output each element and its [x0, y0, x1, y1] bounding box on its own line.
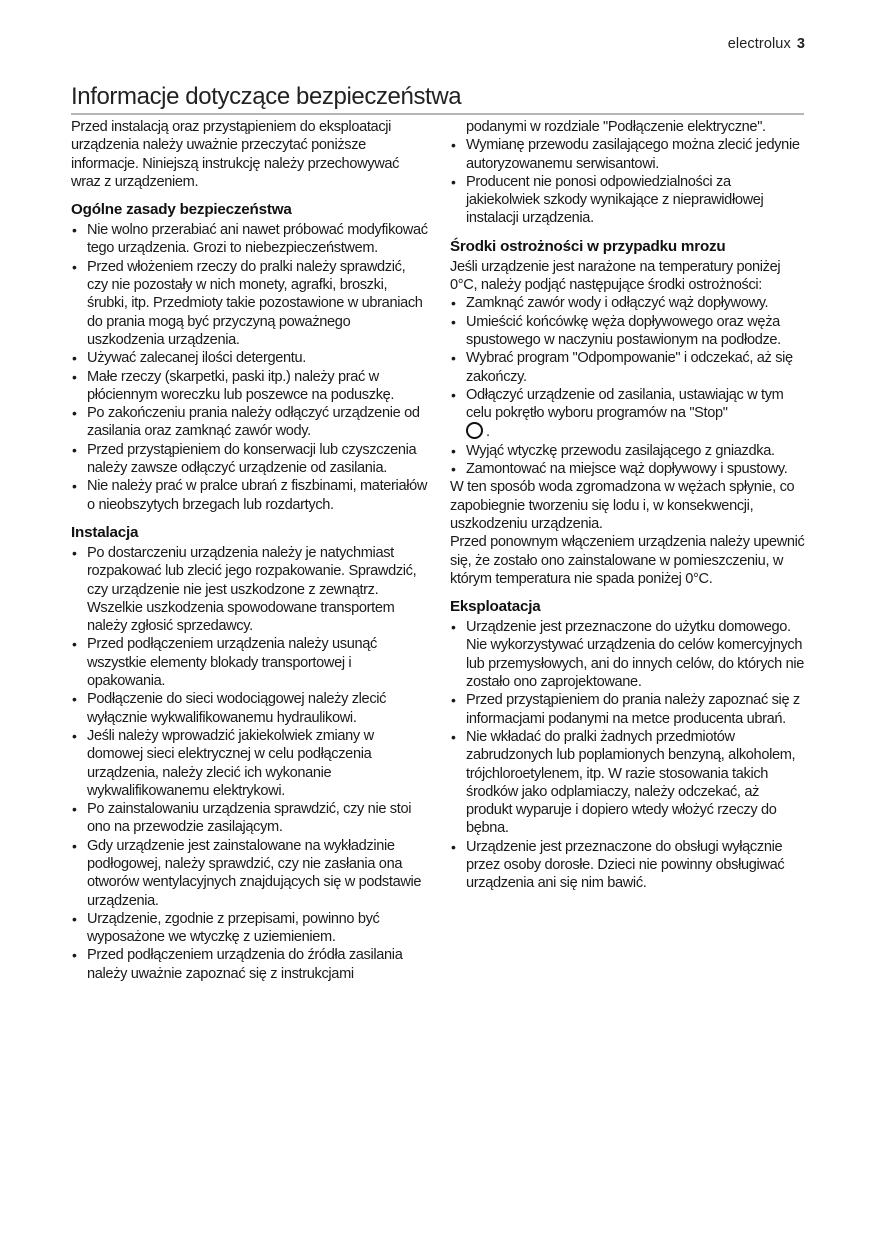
- general-safety-list: [71, 221, 428, 514]
- installation-list: [71, 544, 428, 983]
- page-number: 3: [796, 36, 805, 52]
- list-item-text: Odłączyć urządzenie od zasilania, ustawiając w tym celu pokrętło wyboru programów na "Stop": [466, 386, 784, 422]
- general-safety-heading: Ogólne zasady bezpieczeństwa: [71, 201, 292, 219]
- frost-intro: Jeśli urządzenie jest narażone na temperatury poniżej 0°C, należy podjąć następujące środki ostrożności:: [450, 258, 781, 294]
- stop-position-icon: [466, 422, 483, 439]
- list-item: • Używać zalecanej ilości detergentu.: [71, 349, 428, 367]
- list-item: • Zamontować na miejsce wąż dopływowy i spustowy.: [450, 460, 806, 478]
- list-item-continuation: podanymi w rozdziale "Podłączenie elektryczne".: [466, 119, 766, 135]
- list-item: • Urządzenie, zgodnie z przepisami, powinno być wyposażone we wtyczkę z uziemieniem.: [71, 910, 428, 947]
- stop-suffix: .: [486, 424, 490, 441]
- list-item: • Urządzenie jest przeznaczone do obsługi wyłącznie przez osoby dorosłe. Dzieci nie powinny obsługiwać urządzenia ani się nim bawić.: [450, 838, 806, 893]
- right-column: [450, 118, 806, 893]
- list-item: • Przed podłączeniem urządzenia do źródła zasilania należy uważnie zapoznać się z instrukcjami: [71, 946, 428, 983]
- list-item: • Urządzenie jest przeznaczone do użytku domowego. Nie wykorzystywać urządzenia do celów komercyjnych lub przemysłowych, ani do innych celów, do których nie zostało ono zaprojektowane.: [450, 618, 806, 691]
- list-item: • Gdy urządzenie jest zainstalowane na wykładzinie podłogowej, należy sprawdzić, czy nie zasłania ona otworów wentylacyjnych znajdujących się w podstawie urządzenia.: [71, 837, 428, 910]
- list-item: • Przed przystąpieniem do prania należy zapoznać się z informacjami podanymi na metce producenta ubrań.: [450, 691, 806, 728]
- list-item: • Po zainstalowaniu urządzenia sprawdzić, czy nie stoi ono na przewodzie zasilającym.: [71, 800, 428, 837]
- list-item: • Producent nie ponosi odpowiedzialności za jakiekolwiek szkody wynikające z nieprawidłowej instalacji urządzenia.: [450, 173, 806, 228]
- usage-list: [450, 618, 806, 892]
- frost-note: W ten sposób woda zgromadzona w wężach spłynie, co zapobiegnie tworzeniu się lodu i, w konsekwencji, uszkodzeniu urządzenia.: [450, 479, 795, 532]
- list-item: • Wybrać program "Odpompowanie" i odczekać, aż się zakończy.: [450, 349, 806, 386]
- list-item: • Wyjąć wtyczkę przewodu zasilającego z gniazdka.: [450, 442, 806, 460]
- brand-name: electrolux: [727, 36, 791, 52]
- list-item: • Nie wkładać do pralki żadnych przedmiotów zabrudzonych lub poplamionych benzyną, alkoholem, trójchloroetylenem, itp. W razie stosowania takich środków jako odplamiaczy, należy odczekać, aż produkt wyparuje i dopiero wtedy włożyć rzeczy do bębna.: [450, 728, 806, 838]
- frost-list: [450, 294, 806, 478]
- page-header: [728, 36, 805, 52]
- frost-heading: Środki ostrożności w przypadku mrozu: [450, 237, 726, 255]
- list-item: • Podłączenie do sieci wodociągowej należy zlecić wyłącznie wykwalifikowanemu hydraulikowi.: [71, 690, 428, 727]
- list-item: • Nie należy prać w pralce ubrań z fiszbinami, materiałów o nieobszytych brzegach lub rozdartych.: [71, 477, 428, 514]
- list-item: • Przed włożeniem rzeczy do pralki należy sprawdzić, czy nie pozostały w nich monety, agrafki, broszki, śrubki, itp. Przedmioty takie pozostawione w ubraniach do prania mogą być przyczyną poważnego uszkodzenia urządzenia.: [71, 258, 428, 349]
- installation-heading: Instalacja: [71, 523, 139, 541]
- left-column: [71, 118, 428, 983]
- list-item: • Małe rzeczy (skarpetki, paski itp.) należy prać w płóciennym woreczku lub poszewce na poduszkę.: [71, 368, 428, 405]
- list-item: • Po zakończeniu prania należy odłączyć urządzenie od zasilania oraz zamknąć zawór wody.: [71, 404, 428, 441]
- page-title: Informacje dotyczące bezpieczeństwa: [71, 82, 804, 115]
- list-item: • Przed podłączeniem urządzenia należy usunąć wszystkie elementy blokady transportowej i opakowania.: [71, 635, 428, 690]
- installation-list-continued: [450, 118, 806, 228]
- list-item: • Nie wolno przerabiać ani nawet próbować modyfikować tego urządzenia. Grozi to niebezpieczeństwem.: [71, 221, 428, 258]
- frost-note: Przed ponownym włączeniem urządzenia należy upewnić się, że zostało ono zainstalowane w pomieszczeniu, w którym temperatura nie spada poniżej 0°C.: [450, 534, 805, 587]
- list-item: • Jeśli należy wprowadzić jakiekolwiek zmiany w domowej sieci elektrycznej w celu podłączenia urządzenia, należy zlecić ich wykonanie wykwalifikowanemu elektrykowi.: [71, 727, 428, 800]
- intro-paragraph: Przed instalacją oraz przystąpieniem do eksploatacji urządzenia należy uważnie przeczytać poniższe informacje. Niniejszą instrukcję należy przechowywać wraz z urządzeniem.: [71, 119, 400, 190]
- list-item: • Zamknąć zawór wody i odłączyć wąż dopływowy.: [450, 294, 806, 312]
- usage-heading: Eksploatacja: [450, 598, 541, 616]
- list-item: • Po dostarczeniu urządzenia należy je natychmiast rozpakować lub zlecić jego rozpakowanie. Sprawdzić, czy urządzenie nie jest uszkodzone z zewnątrz. Wszelkie uszkodzenia spowodowane transportem należy zgłosić sprzedawcy.: [71, 544, 428, 635]
- list-item: • Wymianę przewodu zasilającego można zlecić jedynie autoryzowanemu serwisantowi.: [450, 136, 806, 173]
- list-item: • Umieścić końcówkę węża dopływowego oraz węża spustowego w naczyniu postawionym na podłodze.: [450, 313, 806, 350]
- list-item: [450, 386, 806, 442]
- list-item: • Przed przystąpieniem do konserwacji lub czyszczenia należy zawsze odłączyć urządzenie od zasilania.: [71, 441, 428, 478]
